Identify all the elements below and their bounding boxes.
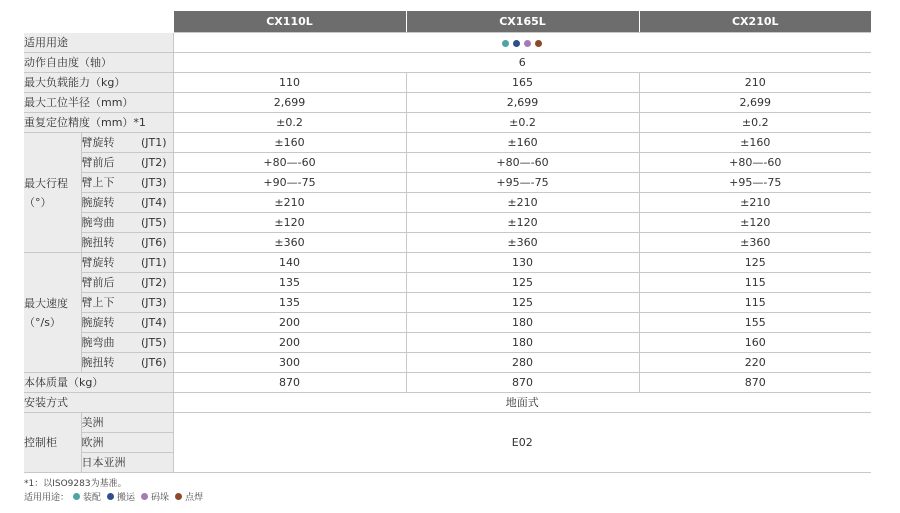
speed-value: 180 [406,333,639,353]
model-header: CX210L [639,11,871,33]
stroke-value: +95—-75 [639,173,871,193]
speed-value: 200 [173,333,406,353]
row-label-payload: 最大负载能力（kg） [24,73,173,93]
stroke-value: +80—-60 [639,153,871,173]
application-dots-cell [173,33,871,53]
controller-region: 美洲 [81,413,173,433]
speed-value: 140 [173,253,406,273]
stroke-value: ±120 [173,213,406,233]
palletizing-dot-icon [524,40,531,47]
speed-value: 135 [173,273,406,293]
speed-unit: （°/s） [24,315,61,329]
table-row [24,173,871,193]
table-row [24,393,871,413]
stroke-label: 最大行程 [24,176,68,190]
controller-region: 欧洲 [81,433,173,453]
stroke-value: +80—-60 [173,153,406,173]
row-label-application: 适用用途 [24,33,173,53]
mounting-value: 地面式 [173,393,871,413]
axis-name: 腕旋转 [81,196,115,209]
stroke-axis-label [81,233,173,253]
legend-item [175,490,203,503]
axis-name: 腕弯曲 [81,336,115,349]
axis-jt: (JT2) [140,156,167,169]
application-dots [502,40,542,47]
table-row [24,353,871,373]
speed-value: 130 [406,253,639,273]
table-row [24,373,871,393]
speed-value: 200 [173,313,406,333]
legend-text: 点焊 [185,493,204,503]
stroke-axis-label [81,173,173,193]
speed-value: 115 [639,273,871,293]
header-corner [24,11,173,33]
stroke-value: ±210 [406,193,639,213]
table-row [24,213,871,233]
stroke-axis-label [81,213,173,233]
model-header: CX165L [406,11,639,33]
legend-item [141,490,169,503]
header-row [24,11,871,33]
speed-value: 300 [173,353,406,373]
table-row [24,293,871,313]
reach-value: 2,699 [173,93,406,113]
footnote-legend [24,490,209,503]
repeat-value: ±0.2 [639,113,871,133]
payload-value: 210 [639,73,871,93]
table-row [24,153,871,173]
stroke-value: ±210 [173,193,406,213]
row-label-repeatability: 重复定位精度（mm）*1 [24,113,173,133]
table-row [24,93,871,113]
table-row [24,333,871,353]
stroke-value: ±120 [406,213,639,233]
row-label-reach: 最大工位半径（mm） [24,93,173,113]
legend-item [107,490,135,503]
spec-table [24,11,871,473]
table-row [24,253,871,273]
stroke-value: ±160 [639,133,871,153]
table-row [24,193,871,213]
legend-items [73,490,209,503]
table-row [24,313,871,333]
table-row [24,413,871,433]
footnote-iso: *1：以ISO9283为基准。 [24,479,127,489]
table-row [24,133,871,153]
stroke-value: ±120 [639,213,871,233]
legend-label: 适用用途： [24,493,70,503]
legend-text: 码垛 [151,493,170,503]
spot-welding-dot-icon [535,40,542,47]
table-row [24,233,871,253]
axis-name: 腕弯曲 [81,216,115,229]
legend-dot-icon [73,493,80,500]
speed-axis-label [81,273,173,293]
axis-name: 腕扭转 [81,236,115,249]
table-row [24,113,871,133]
handling-dot-icon [513,40,520,47]
speed-group-label [24,253,81,373]
speed-value: 155 [639,313,871,333]
dof-value: 6 [173,53,871,73]
mass-value: 870 [173,373,406,393]
speed-value: 115 [639,293,871,313]
axis-name: 腕扭转 [81,356,115,369]
axis-jt: (JT3) [140,176,167,189]
stroke-axis-label [81,193,173,213]
model-header: CX110L [173,11,406,33]
axis-name: 臂前后 [81,276,115,289]
axis-name: 臂前后 [81,156,115,169]
axis-name: 臂上下 [81,176,115,189]
legend-dot-icon [175,493,182,500]
repeat-value: ±0.2 [406,113,639,133]
stroke-value: ±210 [639,193,871,213]
axis-jt: (JT1) [140,256,167,269]
legend-item [73,490,101,503]
speed-value: 220 [639,353,871,373]
legend-text: 搬运 [117,493,136,503]
controller-value: E02 [173,413,871,473]
axis-jt: (JT3) [140,296,167,309]
table-row [24,73,871,93]
mass-value: 870 [639,373,871,393]
axis-jt: (JT2) [140,276,167,289]
stroke-value: ±160 [173,133,406,153]
row-label-dof: 动作自由度（轴） [24,53,173,73]
payload-value: 165 [406,73,639,93]
stroke-value: ±360 [173,233,406,253]
axis-jt: (JT6) [140,356,167,369]
assembly-dot-icon [502,40,509,47]
stroke-axis-label [81,133,173,153]
speed-value: 125 [639,253,871,273]
controller-region: 日本亚洲 [81,453,173,473]
speed-label: 最大速度 [24,296,68,310]
axis-jt: (JT4) [140,316,167,329]
reach-value: 2,699 [406,93,639,113]
speed-value: 280 [406,353,639,373]
axis-name: 臂旋转 [81,136,115,149]
controller-label: 控制柜 [24,413,81,473]
stroke-value: +80—-60 [406,153,639,173]
mass-value: 870 [406,373,639,393]
table-row [24,53,871,73]
speed-value: 125 [406,273,639,293]
axis-jt: (JT5) [140,336,167,349]
speed-axis-label [81,333,173,353]
speed-axis-label [81,293,173,313]
reach-value: 2,699 [639,93,871,113]
axis-jt: (JT1) [140,136,167,149]
axis-jt: (JT4) [140,196,167,209]
stroke-value: ±160 [406,133,639,153]
row-label-mass: 本体质量（kg） [24,373,173,393]
legend-dot-icon [107,493,114,500]
stroke-group-label [24,133,81,253]
axis-name: 臂上下 [81,296,115,309]
payload-value: 110 [173,73,406,93]
row-label-mounting: 安装方式 [24,393,173,413]
stroke-axis-label [81,153,173,173]
stroke-unit: （°） [24,195,52,209]
speed-axis-label [81,353,173,373]
speed-value: 125 [406,293,639,313]
axis-name: 腕旋转 [81,316,115,329]
stroke-value: ±360 [406,233,639,253]
speed-axis-label [81,313,173,333]
legend-text: 装配 [83,493,102,503]
speed-axis-label [81,253,173,273]
table-row [24,33,871,53]
speed-value: 180 [406,313,639,333]
stroke-value: ±360 [639,233,871,253]
stroke-value: +95—-75 [406,173,639,193]
repeat-value: ±0.2 [173,113,406,133]
table-row [24,273,871,293]
speed-value: 135 [173,293,406,313]
axis-jt: (JT6) [140,236,167,249]
axis-name: 臂旋转 [81,256,115,269]
stroke-value: +90—-75 [173,173,406,193]
speed-value: 160 [639,333,871,353]
legend-dot-icon [141,493,148,500]
axis-jt: (JT5) [140,216,167,229]
